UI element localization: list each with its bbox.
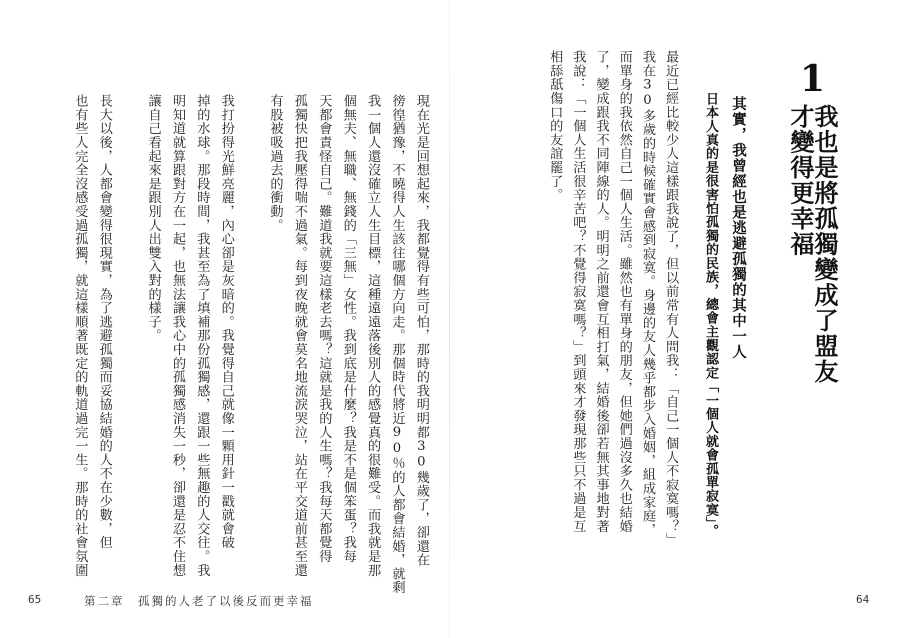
left-body-column: 也有些人完全沒感受過孤獨，就這樣順著既定的軌道過完一生。那時的社會氛圍 <box>72 94 88 577</box>
chapter-subtitle: 其實，我曾經也是逃避孤獨的其中一人 <box>730 96 746 360</box>
left-body-column: 現在光是回想起來，我都覺得有些可怕，那時的我明明都30幾歲了，卻還在 <box>413 94 429 567</box>
left-body-column: 我打扮得光鮮亮麗，內心卻是灰暗的。我覺得自己就像一顆用針一戳就會破 <box>218 94 234 550</box>
left-body-column: 明知道就算跟對方在一起，也無法讓我心中的孤獨感消失一秒，卻還是忍不住想 <box>169 94 185 577</box>
left-body-text <box>62 94 429 595</box>
chapter-title-line-1: 我也是將孤獨變成了盟友 <box>810 104 839 385</box>
left-body-column: 有股被吸過去的衝動。 <box>267 94 283 232</box>
right-body-column: 我說：「一個人生活很辛苦吧？不覺得寂寞嗎？」到頭來才發現那些只不過是互 <box>570 50 586 533</box>
chapter-number: 1 <box>800 58 826 100</box>
chapter-title <box>786 104 839 385</box>
page-number-left: 65 <box>28 593 42 606</box>
right-body-column: 而單身的我依然自己一個人生活。雖然也有單身的朋友，但她們過沒多久也結婚 <box>616 50 632 533</box>
chapter-title-line-2: 才變得更幸福 <box>786 104 815 257</box>
page-number-right: 64 <box>856 593 870 606</box>
left-body-column: 我一個人還沒確立人生目標，這種遠遠落後別人的感覺真的很難受。而我就是那 <box>365 94 381 577</box>
left-body-column: 掉的水球。那段時間，我甚至為了填補那份孤獨感，還跟一些無趣的人交往。我 <box>194 94 210 577</box>
right-body-column: 我在30多歲的時候確實會感到寂寞。身邊的友人幾乎都步入婚姻，組成家庭， <box>639 50 655 537</box>
running-head: 第二章 孤獨的人老了以後反而更幸福 <box>84 594 314 608</box>
left-body-column: 天都會責怪自己。難道我就要這樣老去嗎？這就是我的人生嗎？我每天都覺得 <box>316 94 332 564</box>
right-body-column: 了，變成跟我不同陣線的人。明明之前還會互相打氣，結婚後卻若無其事地對著 <box>593 50 609 533</box>
left-body-column: 讓自己看起來是跟別人出雙入對的樣子。 <box>145 94 161 343</box>
right-body-column: 相舔舐傷口的友誼罷了。 <box>547 50 563 202</box>
left-body-column <box>111 94 135 574</box>
left-body-column: 個無夫、無職、無錢的「三無」女性。我到底是什麼？我是不是個笨蛋？我每 <box>340 94 356 564</box>
left-page <box>0 0 449 638</box>
right-body-text <box>538 50 677 570</box>
right-body-column: 最近已經比較少人這樣跟我說了，但以前常有人問我：「自己一個人不寂寞嗎？」 <box>663 50 679 547</box>
left-body-column: 徬徨猶豫，不曉得人生該往哪個方向走。那個時代將近90％的人都會結婚，就剩 <box>389 94 405 595</box>
chapter-intro: 日本人真的是很害怕孤獨的民族，總會主觀認定「一個人就會孤單寂寞」。 <box>703 92 718 538</box>
left-body-column <box>233 94 257 574</box>
left-body-column: 孤獨快把我壓得喘不過氣。每到夜晚就會莫名地流淚哭泣，站在平交道前甚至還 <box>291 94 307 577</box>
left-body-column: 長大以後，人都會變得很現實，為了逃避孤獨而妥協結婚的人不在少數，但 <box>96 94 112 550</box>
